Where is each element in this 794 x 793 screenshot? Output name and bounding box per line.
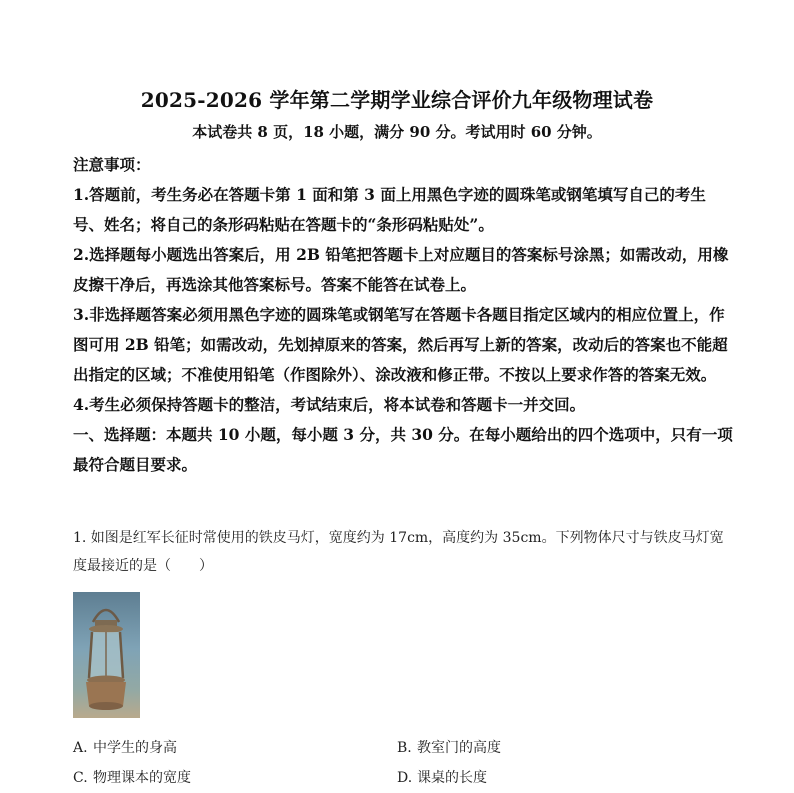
option-d-text: 课桌的长度 <box>417 770 487 786</box>
question-1 <box>73 524 733 580</box>
option-c-text: 物理课本的宽度 <box>93 770 191 786</box>
instruction-item-1: 1.答题前，考生务必在答题卡第 1 面和第 3 面上用黑色字迹的圆珠笔或钢笔填写自己的考生号、姓名；将自己的条形码粘贴在答题卡的“条形码粘贴处”。 <box>73 185 706 234</box>
option-c[interactable] <box>73 767 191 787</box>
section-heading: 一、选择题：本题共 10 小题，每小题 3 分，共 30 分。在每小题给出的四个选项中，只有一项最符合题目要求。 <box>73 425 733 474</box>
instructions-heading: 注意事项： <box>73 155 151 174</box>
option-b[interactable] <box>397 737 501 757</box>
instructions-block <box>73 150 733 480</box>
lantern-illustration <box>73 592 140 718</box>
instruction-item-3: 3.非选择题答案必须用黑色字迹的圆珠笔或钢笔写在答题卡各题目指定区域内的相应位置上，作图可用 2B 铅笔；如需改动，先划掉原来的答案，然后再写上新的答案，改动后的答案也不能超出指定的区域；不准使用铅笔（作图除外）、涂改液和修正带。不按以上要求作答的答案无效。 <box>73 305 728 384</box>
instruction-item-2: 2.选择题每小题选出答案后，用 2B 铅笔把答题卡上对应题目的答案标号涂黑；如需改动，用橡皮擦干净后，再选涂其他答案标号。答案不能答在试卷上。 <box>73 245 729 294</box>
lantern-photo <box>73 592 140 718</box>
option-b-text: 教室门的高度 <box>417 740 501 756</box>
option-c-letter: C. <box>73 770 88 786</box>
option-a[interactable] <box>73 737 177 757</box>
instruction-item-4: 4.考生必须保持答题卡的整洁，考试结束后，将本试卷和答题卡一并交回。 <box>73 395 586 414</box>
option-d-letter: D. <box>397 770 413 786</box>
question-1-text: 1. 如图是红军长征时常使用的铁皮马灯，宽度约为 17cm，高度约为 35cm。下列物体尺寸与铁皮马灯宽度最接近的是（ ） <box>73 530 724 574</box>
exam-title: 2025-2026 学年第二学期学业综合评价九年级物理试卷 <box>140 88 654 112</box>
option-b-letter: B. <box>397 740 412 756</box>
exam-subtitle: 本试卷共 8 页，18 小题，满分 90 分。考试用时 60 分钟。 <box>192 123 602 141</box>
option-a-letter: A. <box>73 740 88 756</box>
option-a-text: 中学生的身高 <box>93 740 177 756</box>
option-d[interactable] <box>397 767 487 787</box>
